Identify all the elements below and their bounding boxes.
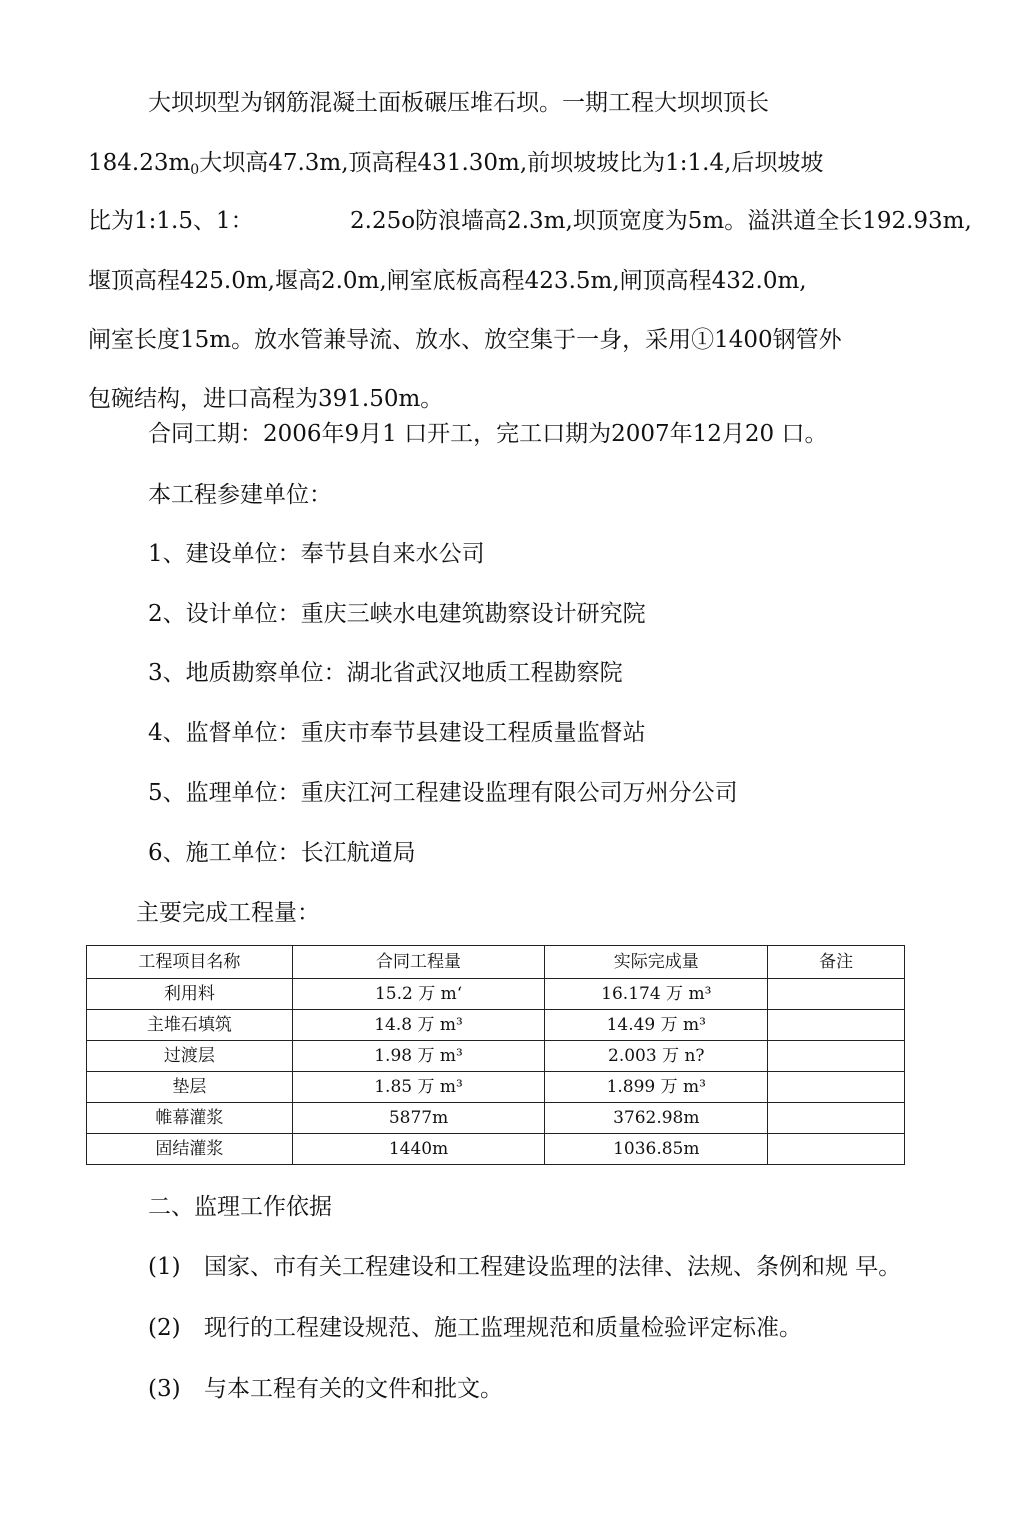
basis-item-number: (1): [148, 1254, 181, 1280]
unit-item: 4、监督单位：重庆市奉节县建设工程质量监督站: [148, 720, 646, 746]
table-cell: 1.899 万 m³: [545, 1072, 768, 1103]
column-header: 备注: [768, 946, 905, 979]
table-cell: 过渡层: [87, 1041, 293, 1072]
table-cell: [768, 1134, 905, 1165]
table-row: [87, 1010, 905, 1041]
basis-item: [148, 1252, 901, 1282]
table-row: [87, 1041, 905, 1072]
table-cell: 帷幕灌浆: [87, 1103, 293, 1134]
paragraph-contract-period: 合同工期：2006年9月1 口开工，完工口期为2007年12月20 口。: [148, 421, 828, 447]
paragraph-slope-ratio: 比为1:1.5、1：: [88, 208, 254, 234]
basis-item-text: 国家、市有关工程建设和工程建设监理的法律、法规、条例和规 早。: [204, 1254, 902, 1280]
table-cell: 16.174 万 m³: [545, 979, 768, 1010]
dam-height-text: 大坝高47.3m,顶高程431.30m,前坝坡坡比为1:1.4,后坝坡坡: [199, 150, 824, 176]
basis-item-text: 与本工程有关的文件和批文。: [204, 1376, 503, 1402]
unit-item: 3、地质勘察单位：湖北省武汉地质工程勘察院: [148, 660, 623, 686]
quantities-label: 主要完成工程量：: [136, 900, 320, 926]
paragraph-dam-type: 大坝坝型为钢筋混凝土面板碾压堆石坝。一期工程大坝坝顶长: [148, 90, 769, 116]
section-title: 二、监理工作依据: [148, 1194, 332, 1220]
unit-item: 6、施工单位：长江航道局: [148, 840, 416, 866]
basis-item-text: 现行的工程建设规范、施工监理规范和质量检验评定标准。: [204, 1315, 802, 1341]
table-row: [87, 1103, 905, 1134]
table-cell: 14.49 万 m³: [545, 1010, 768, 1041]
table-cell: [768, 1010, 905, 1041]
table-cell: 利用料: [87, 979, 293, 1010]
basis-item: [148, 1313, 802, 1343]
quantities-table: [86, 945, 905, 1165]
paragraph-spillway: 2.25o防浪墙高2.3m,坝顶宽度为5m。溢洪道全长192.93m,: [350, 208, 972, 234]
unit-item: 2、设计单位：重庆三峡水电建筑勘察设计研究院: [148, 601, 646, 627]
table-cell: 1.98 万 m³: [292, 1041, 545, 1072]
table-cell: 3762.98m: [545, 1103, 768, 1134]
table-cell: 垫层: [87, 1072, 293, 1103]
table-cell: 主堆石填筑: [87, 1010, 293, 1041]
table-cell: [768, 1072, 905, 1103]
column-header: 合同工程量: [292, 946, 545, 979]
table-header-row: [87, 946, 905, 979]
basis-item: [148, 1374, 503, 1404]
basis-item-number: (2): [148, 1315, 181, 1341]
paragraph-inlet-elevation: 包碗结构，进口高程为391.50m。: [88, 386, 444, 412]
table-cell: 固结灌浆: [87, 1134, 293, 1165]
unit-item: 5、监理单位：重庆江河工程建设监理有限公司万州分公司: [148, 780, 738, 806]
dam-crest-length: 184.23m: [88, 150, 191, 176]
paragraph-participants-heading: 本工程参建单位：: [148, 482, 332, 508]
table-cell: 5877m: [292, 1103, 545, 1134]
table-row: [87, 979, 905, 1010]
table-cell: [768, 1041, 905, 1072]
basis-item-number: (3): [148, 1376, 181, 1402]
table-row: [87, 1072, 905, 1103]
column-header: 工程项目名称: [87, 946, 293, 979]
column-header: 实际完成量: [545, 946, 768, 979]
table-cell: 1.85 万 m³: [292, 1072, 545, 1103]
table-cell: 1036.85m: [545, 1134, 768, 1165]
paragraph-dam-dimensions: [88, 148, 823, 178]
table-cell: [768, 979, 905, 1010]
subscript-zero: 0: [190, 162, 200, 178]
table-cell: 1440m: [292, 1134, 545, 1165]
table-cell: [768, 1103, 905, 1134]
unit-item: 1、建设单位：奉节县自来水公司: [148, 541, 485, 567]
table-cell: 15.2 万 m‘: [292, 979, 545, 1010]
paragraph-gate-chamber: 闸室长度15m。放水管兼导流、放水、放空集于一身，采用①1400钢管外: [88, 327, 842, 353]
table-cell: 2.003 万 n?: [545, 1041, 768, 1072]
table-cell: 14.8 万 m³: [292, 1010, 545, 1041]
table-row: [87, 1134, 905, 1165]
paragraph-weir-elevation: 堰顶高程425.0m,堰高2.0m,闸室底板高程423.5m,闸顶高程432.0m,: [88, 268, 807, 294]
